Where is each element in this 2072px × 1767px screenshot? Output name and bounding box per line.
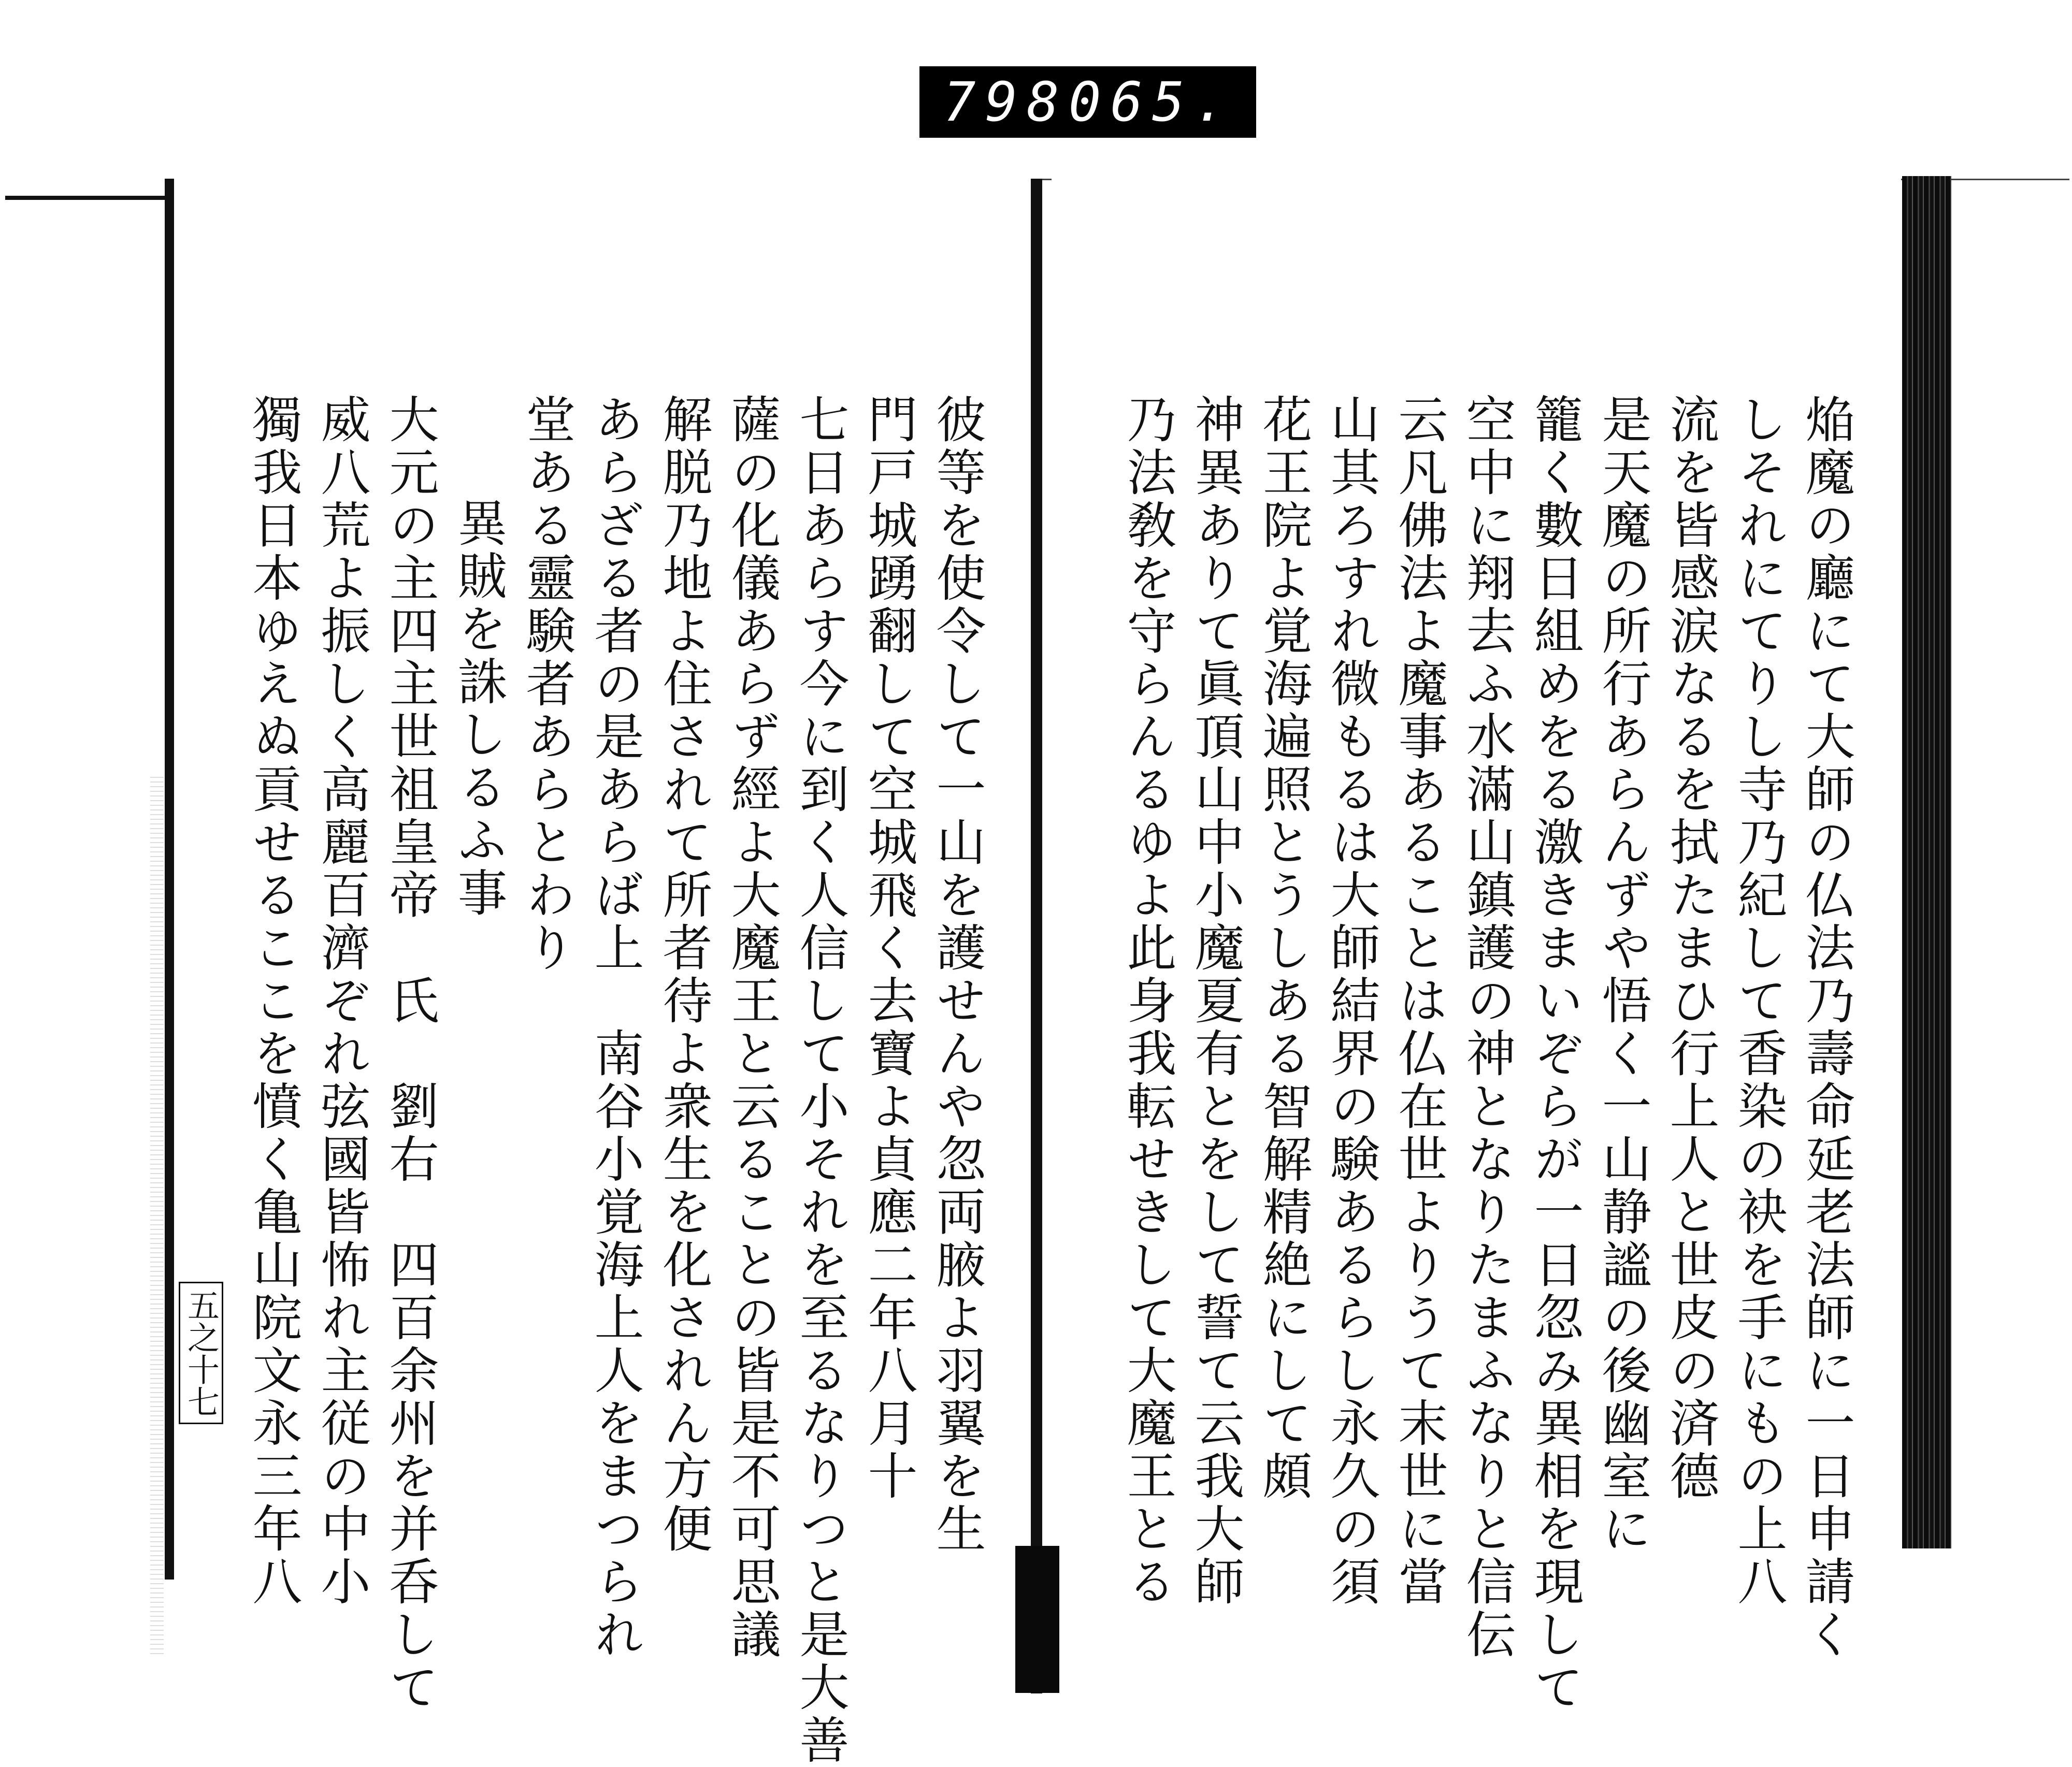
left-column-1: 彼等を使令して一山を護せんや忽両腋よ羽翼を生 [928, 394, 986, 1556]
frame-number-right: 065. [1068, 70, 1236, 134]
book-spine [1031, 179, 1042, 1693]
right-column-6: 空中に翔去ふ水滿山鎮護の神となりたまふなりと信伝 [1458, 394, 1516, 1661]
page-number-box: 五之十七 [179, 1282, 223, 1424]
frame-number-plate [919, 66, 1256, 138]
left-column-2: 門戸城踴翻して空城飛く去寶よ貞應二年八月十 [860, 394, 918, 1503]
page-fore-edge [1902, 176, 1951, 1548]
right-column-7: 云凡佛法よ魔事あることは仏在世よりうて末世に當 [1390, 394, 1448, 1609]
left-column-11: 獨我日本ゆえぬ貢せるここを憤く亀山院文永三年八 [244, 394, 303, 1609]
left-column-3: 七日あらす今に到く人信して小それを至るなりつと是大善 [792, 394, 850, 1767]
left-column-7: 堂ある靈験者あらとわり [518, 394, 576, 975]
left-edge-texture [150, 777, 164, 1657]
frame-number-left: 798 [943, 70, 1069, 134]
spine-shadow [1015, 1546, 1059, 1693]
left-page-edge [165, 179, 174, 1580]
left-column-4: 薩の化儀あらず經よ大魔王と云ることの皆是不可思議 [723, 394, 781, 1661]
right-column-2: しそれにてりし寺乃紀して香染の袂を手にもの上八 [1730, 394, 1788, 1609]
right-column-8: 山其ろすれ微もるは大師結界の験あるらし永久の須 [1322, 394, 1380, 1609]
left-column-6: あらざる者の是あらば上 南谷小覚海上人をまつられ [586, 394, 644, 1661]
right-column-1: 焔魔の廳にて大師の仏法乃壽命延老法師に一日申請く [1797, 394, 1855, 1661]
right-column-4: 是天魔の所行あらんずや悟く一山静謐の後幽室に [1594, 394, 1652, 1556]
right-column-5: 籠く數日組めをる激きまいぞらが一日忽み異相を現して [1526, 394, 1584, 1714]
right-column-11: 乃法敎を守らんるゆよ此身我転せきして大魔王とる [1119, 394, 1177, 1609]
right-column-3: 流を皆感涙なるを拭たまひ行上人と世皮の済德 [1662, 394, 1720, 1503]
left-column-9: 大元の主四主世祖皇帝 氏 劉右 四百余州を并呑して [381, 394, 439, 1714]
left-rule [5, 196, 174, 200]
right-column-10: 神異ありて眞頂山中小魔夏有とをして誓て云我大師 [1187, 394, 1245, 1609]
right-column-9: 花王院よ覚海遍照とうしある智解精絶にして頗 [1255, 394, 1313, 1503]
left-column-10: 威八荒よ振しく高麗百濟ぞれ弦國皆怖れ主従の中小 [313, 394, 371, 1609]
section-heading: 異賊を誅しるふ事 [450, 497, 508, 920]
left-column-5: 解脱乃地よ住されて所者待よ衆生を化されん方便 [655, 394, 713, 1556]
